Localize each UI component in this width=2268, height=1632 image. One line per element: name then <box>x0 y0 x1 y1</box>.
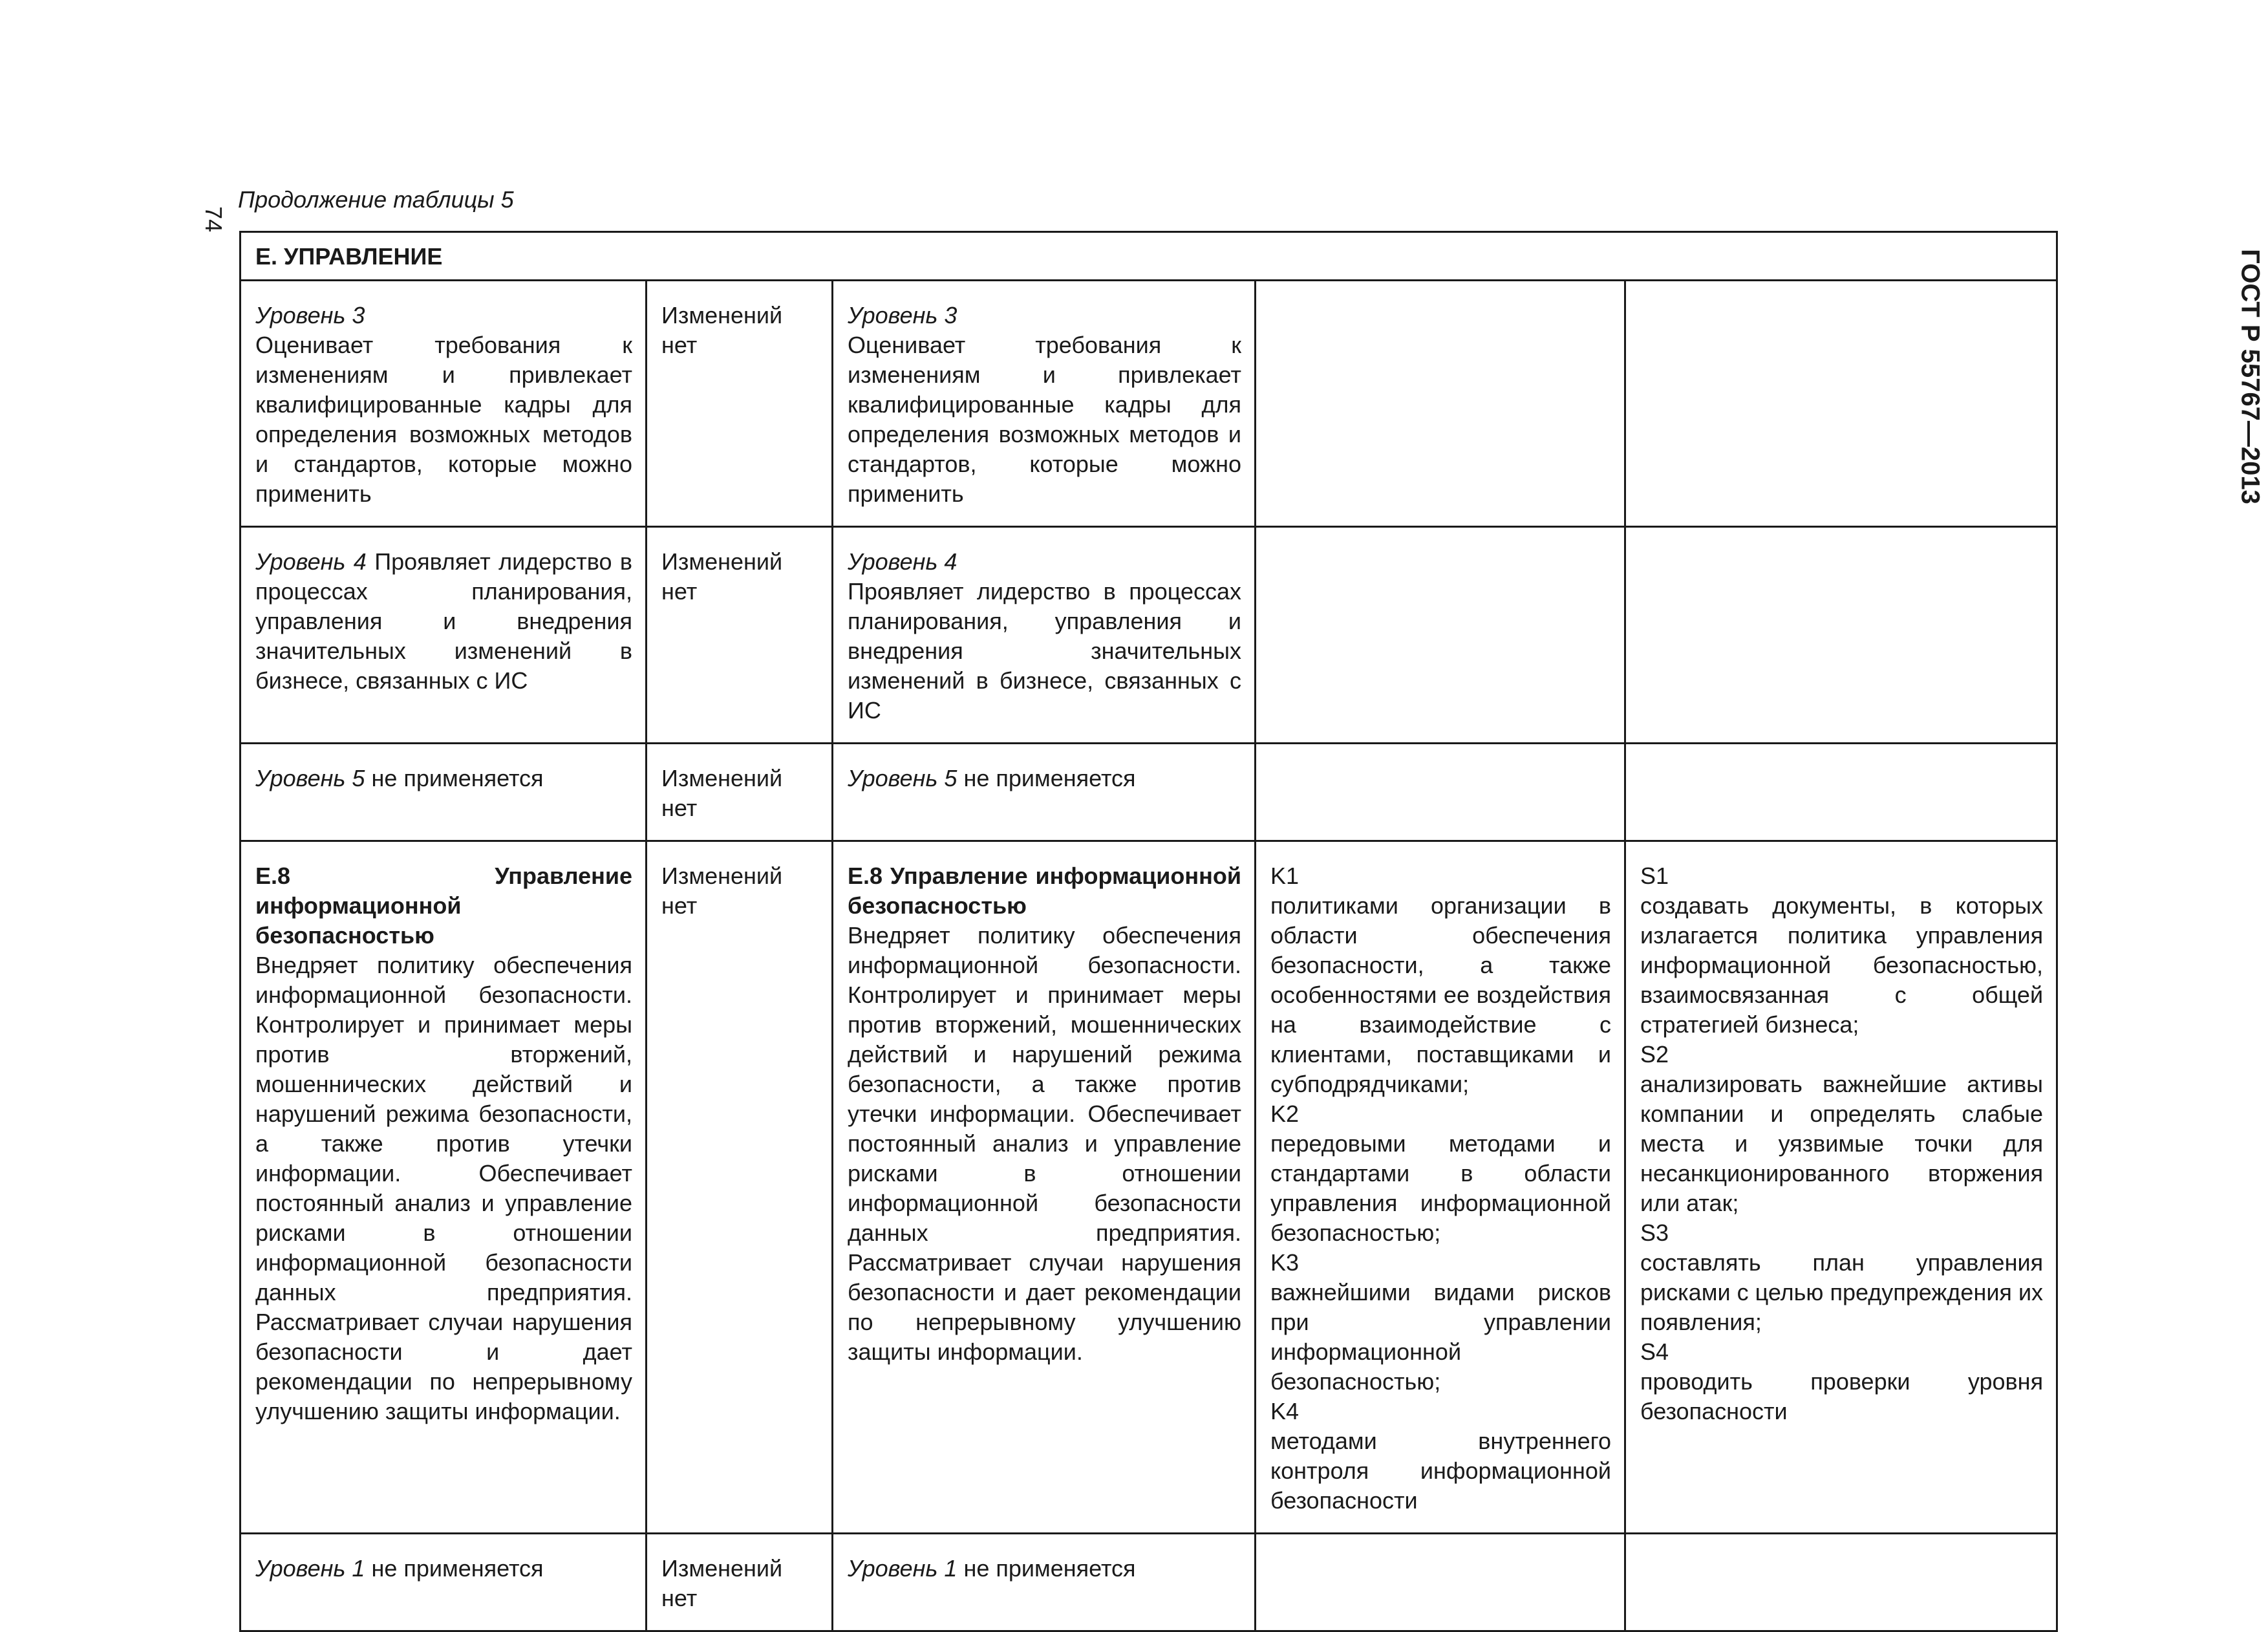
table-continuation-caption: Продолжение таблицы 5 <box>238 186 514 213</box>
cell-new-description <box>833 841 1256 1534</box>
cell-changes: Изменений нет <box>647 281 833 527</box>
skill-code: S4 <box>1640 1338 1669 1365</box>
knowledge-text: важнейшими видами рисков при управлении информационной безопасностью; <box>1270 1279 1611 1395</box>
level-label: Уровень 4 <box>255 548 367 575</box>
skill-text: составлять план управления рисками с целью предупреждения их появления; <box>1640 1249 2044 1335</box>
cell-knowledge <box>1256 841 1625 1534</box>
skill-code: S2 <box>1640 1041 1669 1068</box>
level-label: Уровень 4 <box>848 548 957 575</box>
cell-old-description <box>241 744 647 841</box>
cell-changes: Изменений нет <box>647 841 833 1534</box>
cell-knowledge <box>1256 527 1625 744</box>
level-text: Проявляет лидерство в процессах планирования, управления и внедрения значительных изменений в бизнесе, связанных с ИС <box>255 548 632 694</box>
table-row <box>241 527 2057 744</box>
page-number: 74 <box>200 206 227 233</box>
cell-old-description <box>241 527 647 744</box>
level-text: не применяется <box>963 765 1136 791</box>
table-row <box>241 744 2057 841</box>
level-label: Уровень 3 <box>848 302 957 328</box>
level-text: не применяется <box>371 765 544 791</box>
cell-skills <box>1625 1534 2057 1631</box>
skill-text: создавать документы, в которых излагается политика управления информационной безопасностью, взаимосвязанная с общей стратегией бизнеса; <box>1640 892 2044 1038</box>
cell-old-description <box>241 1534 647 1631</box>
cell-new-description <box>833 527 1256 744</box>
table-row <box>241 841 2057 1534</box>
cell-changes: Изменений нет <box>647 1534 833 1631</box>
section-title: Е. УПРАВЛЕНИЕ <box>241 232 2057 281</box>
knowledge-code: K1 <box>1270 863 1300 889</box>
knowledge-code: K3 <box>1270 1249 1300 1276</box>
knowledge-text: передовыми методами и стандартами в области управления информационной безопасностью; <box>1270 1130 1611 1246</box>
level-text: Проявляет лидерство в процессах планирования, управления и внедрения значительных изменений в бизнесе, связанных с ИС <box>848 578 1241 724</box>
skill-code: S1 <box>1640 863 1669 889</box>
cell-old-description <box>241 841 647 1534</box>
level-label: Уровень 3 <box>255 302 365 328</box>
cell-skills <box>1625 281 2057 527</box>
cell-skills <box>1625 744 2057 841</box>
competence-text: Внедряет политику обеспечения информационной безопасности. Контролирует и принимает меры против вторжений, мошеннических действий и нарушений режима безопасности, а также против утечки информации. Обеспечивает постоянный анализ и управление рисками в отношении информационной безопасности данных предприятия. Рассматривает случаи нарушения безопасности и дает рекомендации по непрерывному улучшению защиты информации. <box>848 922 1241 1365</box>
level-text: не применяется <box>963 1555 1136 1582</box>
knowledge-code: K4 <box>1270 1398 1300 1424</box>
cell-knowledge <box>1256 744 1625 841</box>
cell-knowledge <box>1256 281 1625 527</box>
competence-table <box>239 231 2058 1632</box>
cell-new-description <box>833 744 1256 841</box>
competence-title: Е.8 Управление информационной безопасностью <box>848 863 1241 919</box>
cell-old-description <box>241 281 647 527</box>
table-row <box>241 1534 2057 1631</box>
cell-new-description <box>833 281 1256 527</box>
cell-changes: Изменений нет <box>647 527 833 744</box>
cell-skills <box>1625 841 2057 1534</box>
skill-text: проводить проверки уровня безопасности <box>1640 1368 2044 1424</box>
knowledge-text: политиками организации в области обеспечения безопасности, а также особенностями ее воздействия на взаимодействие с клиентами, поставщиками и субподрядчиками; <box>1270 892 1611 1097</box>
skill-code: S3 <box>1640 1219 1669 1246</box>
section-header-row <box>241 232 2057 281</box>
level-label: Уровень 5 <box>848 765 957 791</box>
cell-changes: Изменений нет <box>647 744 833 841</box>
competence-text: Внедряет политику обеспечения информационной безопасности. Контролирует и принимает меры против вторжений, мошеннических действий и нарушений режима безопасности, а также против утечки информации. Обеспечивает постоянный анализ и управление рисками в отношении информационной безопасности данных предприятия. Рассматривает случаи нарушения безопасности и дает рекомендации по непрерывному улучшению защиты информации. <box>255 952 632 1424</box>
table-row <box>241 281 2057 527</box>
level-text: Оценивает требования к изменениям и привлекает квалифицированные кадры для определения возможных методов и стандартов, которые можно применить <box>255 332 632 507</box>
cell-knowledge <box>1256 1534 1625 1631</box>
competence-title: Е.8 Управление информационной безопасностью <box>255 863 632 949</box>
standard-code: ГОСТ Р 55767—2013 <box>2236 249 2265 504</box>
level-label: Уровень 1 <box>848 1555 957 1582</box>
skill-text: анализировать важнейшие активы компании и определять слабые места и уязвимые точки для несанкционированного вторжения или атак; <box>1640 1071 2044 1216</box>
level-text: Оценивает требования к изменениям и привлекает квалифицированные кадры для определения возможных методов и стандартов, которые можно применить <box>848 332 1241 507</box>
knowledge-code: K2 <box>1270 1101 1300 1127</box>
cell-skills <box>1625 527 2057 744</box>
level-label: Уровень 5 <box>255 765 365 791</box>
cell-new-description <box>833 1534 1256 1631</box>
level-label: Уровень 1 <box>255 1555 365 1582</box>
level-text: не применяется <box>371 1555 544 1582</box>
knowledge-text: методами внутреннего контроля информационной безопасности <box>1270 1428 1611 1514</box>
